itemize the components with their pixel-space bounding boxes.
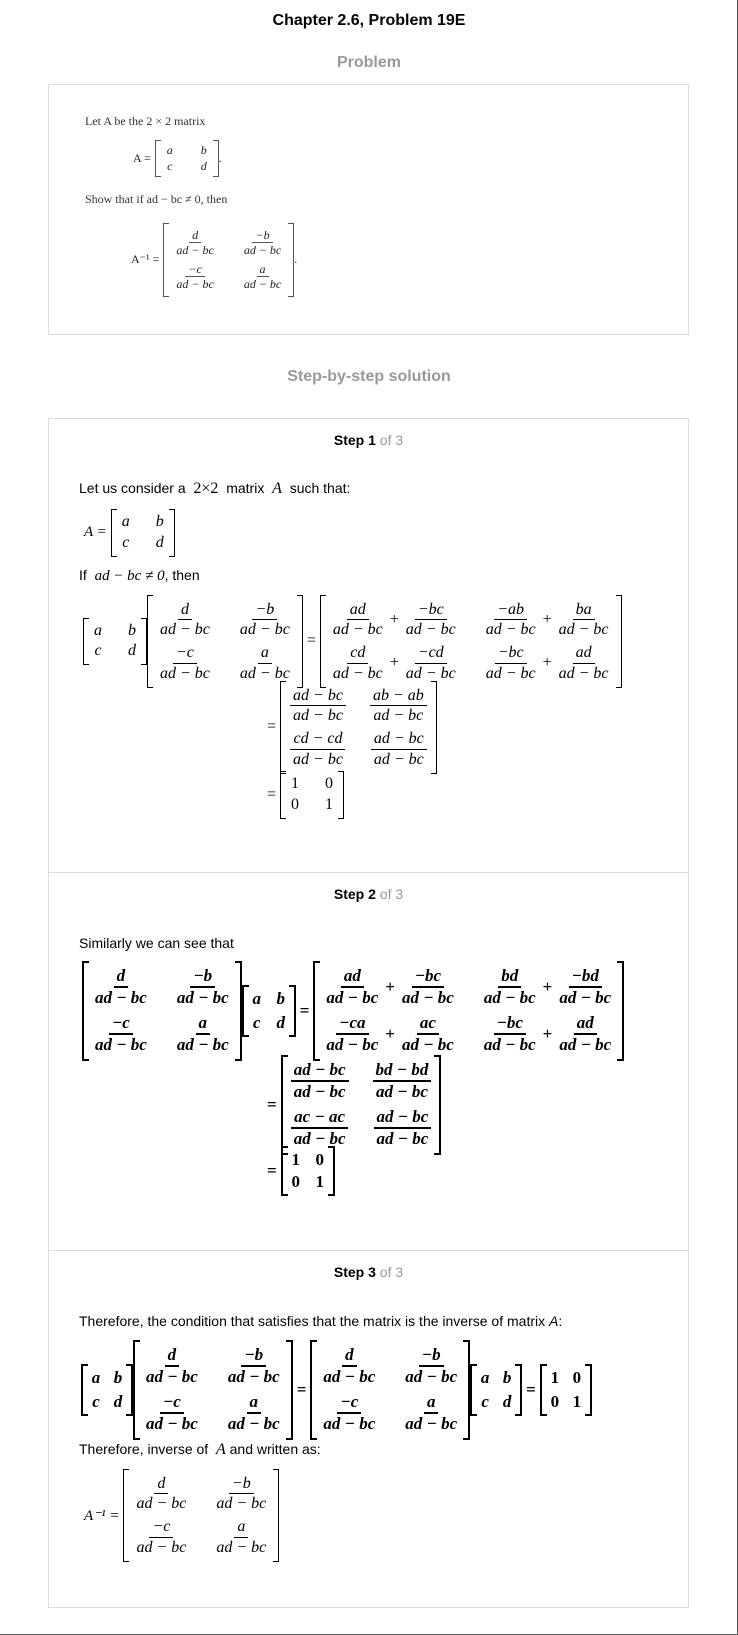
- fraction: $\frac{ba}{ad - bc}$: [558, 601, 609, 639]
- step-3-intro: Therefore, the condition that satisfies that the matrix is the inverse of matrix A:: [79, 1313, 563, 1329]
- matrix-cell: c: [167, 158, 173, 173]
- matrix: [163, 223, 294, 297]
- fraction: d ad − bc: [160, 601, 210, 639]
- step-2-identity: [263, 1146, 335, 1196]
- fraction: −c ad − bc: [160, 644, 210, 682]
- fraction: −c ad − bc: [146, 1391, 198, 1434]
- matrix: a b c d: [470, 1364, 522, 1416]
- step-2-title: Step 2 of 3: [333, 886, 404, 902]
- fraction: ab − ab ad − bc: [369, 684, 428, 727]
- step-1-identity: [263, 771, 344, 819]
- step-1-title: Step 1 of 3: [333, 432, 404, 448]
- problem-heading: Problem: [336, 54, 401, 71]
- step-1-simplified: [263, 681, 437, 774]
- fraction: $\frac{-bc}{ad - bc}$: [401, 966, 454, 1008]
- fraction: −b ad − bc: [239, 601, 290, 639]
- step-1-intro: Let us consider a 2×2 matrix A such that:: [79, 480, 351, 497]
- step-1-product: [83, 595, 622, 688]
- fraction: a ad − bc: [239, 644, 290, 682]
- fraction: −bc ad − bc: [485, 644, 536, 682]
- fraction: d ad − bc: [136, 1475, 187, 1513]
- fraction: bd − bd ad − bc: [372, 1058, 433, 1105]
- matrix-cell: a: [121, 513, 130, 530]
- equals-sign: =: [526, 1379, 536, 1399]
- fraction: −b ad − bc: [405, 1345, 458, 1387]
- fraction: $\frac{ad}{ad - bc}$: [558, 644, 609, 682]
- step-3-conclusion: Therefore, inverse of A and written as:: [79, 1441, 321, 1458]
- fraction: d ad − bc: [323, 1345, 376, 1387]
- step-3-title: Step 3 of 3: [333, 1264, 404, 1280]
- equals-sign: =: [296, 1379, 307, 1399]
- matrix: [310, 1340, 470, 1440]
- fraction: $\frac{-bd}{ad - bc}$: [559, 966, 612, 1008]
- page-title: Chapter 2.6, Problem 19E: [272, 12, 466, 29]
- matrix-cell: a: [166, 143, 173, 157]
- equals-sign: =: [267, 785, 277, 803]
- fraction: d ad − bc: [176, 228, 214, 258]
- step-1-condition: If ad − bc ≠ 0, then: [79, 567, 200, 584]
- matrix: a b c d: [81, 1364, 133, 1416]
- equals-sign: =: [267, 1094, 277, 1114]
- step-2-product: [82, 961, 624, 1061]
- fraction: $\frac{ac}{ad - bc}$: [401, 1012, 454, 1055]
- period: .: [294, 252, 298, 267]
- problem-ainv-label: A⁻¹ =: [131, 252, 160, 267]
- matrix-cell: b: [155, 513, 164, 530]
- equals-sign: =: [267, 1161, 277, 1181]
- problem-matrix-ainv: [131, 223, 297, 297]
- fraction: −c ad − bc: [176, 261, 214, 292]
- fraction: a ad − bc: [227, 1391, 280, 1434]
- fraction: d ad − bc: [146, 1345, 198, 1387]
- equals-sign: =: [267, 718, 277, 736]
- problem-a-label: A =: [133, 151, 151, 166]
- matrix-cell: d: [200, 158, 207, 173]
- matrix-cell: b: [200, 143, 207, 157]
- fraction: a ad − bc: [405, 1391, 458, 1434]
- identity-matrix: 1 0 0 1: [280, 771, 344, 819]
- matrix: [155, 140, 219, 177]
- problem-line-2: Show that if ad − bc ≠ 0, then: [85, 192, 228, 206]
- fraction: −c ad − bc: [136, 1518, 187, 1556]
- fraction: cd ad − bc: [332, 644, 383, 682]
- steps-container: [48, 418, 689, 1608]
- fraction: ad − bc ad − bc: [373, 1105, 433, 1152]
- matrix: [111, 509, 175, 557]
- fraction: −ab ad − bc: [485, 601, 536, 639]
- matrix: [147, 595, 303, 688]
- equals-sign: =: [299, 1000, 310, 1020]
- fraction: −b ad − bc: [243, 228, 282, 258]
- equals-sign: =: [306, 632, 316, 650]
- period: .: [218, 151, 222, 166]
- fraction: a ad − bc: [216, 1518, 267, 1556]
- problem-line-1: Let A be the 2 × 2 matrix: [85, 114, 206, 128]
- fraction: −b ad − bc: [216, 1475, 267, 1513]
- fraction: −b ad − bc: [227, 1345, 280, 1387]
- matrix: a b c d: [83, 618, 147, 666]
- problem-box: [48, 84, 689, 335]
- fraction: a ad − bc: [176, 1012, 229, 1055]
- identity-matrix: 1 0 0 1: [540, 1364, 592, 1416]
- fraction: a ad − bc: [243, 261, 282, 292]
- fraction: $\frac{ad}{ad - bc}$: [559, 1012, 612, 1055]
- step-divider: [49, 1250, 688, 1251]
- matrix: [123, 1469, 279, 1562]
- fraction: −bc ad − bc: [483, 1012, 536, 1055]
- fraction: ad − bc ad − bc: [289, 684, 347, 727]
- step-2-intro: Similarly we can see that: [79, 935, 234, 951]
- fraction: ad ad − bc: [326, 966, 379, 1008]
- matrix-cell: d: [155, 533, 164, 551]
- step-3-equation: [81, 1340, 592, 1440]
- fraction: −ca ad − bc: [326, 1012, 379, 1055]
- fraction: −c ad − bc: [323, 1391, 376, 1434]
- matrix: a b c d: [242, 985, 296, 1037]
- fraction: ad − bc ad − bc: [370, 727, 428, 770]
- matrix: [133, 1340, 293, 1440]
- matrix: ad ad − bc + $\frac{-bc}{ad - bc}$ bd ad − bc + $\frac{-bd}{ad - bc}$ −ca ad − bc + $\frac{ac}{ad - bc}$ −bc ad − bc + $\frac{ad}{ad - bc}$: [313, 961, 624, 1061]
- step-3-inverse: A⁻¹ = d ad − bc −b ad − bc −c ad − bc a ad − bc: [84, 1469, 279, 1562]
- fraction: bd ad − bc: [483, 966, 536, 1008]
- step-divider: [49, 872, 688, 873]
- fraction: $\frac{-bc}{ad - bc}$: [405, 601, 456, 639]
- fraction: cd − cd ad − bc: [289, 727, 347, 770]
- fraction: d ad − bc: [95, 966, 147, 1008]
- fraction: ac − ac ad − bc: [290, 1105, 350, 1152]
- fraction: $\frac{-cd}{ad - bc}$: [405, 644, 456, 682]
- matrix-cell: c: [122, 533, 130, 551]
- matrix: ad ad − bc + $\frac{-bc}{ad - bc}$ −ab ad − bc + $\frac{ba}{ad - bc}$ cd ad − bc + $\frac{-cd}{ad - bc}$ −bc ad − bc + $\frac{ad}{ad - bc}$: [320, 595, 622, 688]
- fraction: −b ad − bc: [176, 966, 229, 1008]
- step-1-matrix-a: A = a b c d: [84, 509, 175, 557]
- step-2-simplified: [263, 1055, 441, 1155]
- fraction: ad ad − bc: [332, 601, 383, 639]
- problem-matrix-a: [133, 140, 222, 177]
- identity-matrix: 1 0 0 1: [281, 1146, 335, 1196]
- matrix: [280, 681, 437, 774]
- matrix: [281, 1055, 442, 1155]
- solution-heading: Step-by-step solution: [287, 368, 451, 385]
- matrix: [82, 961, 242, 1061]
- fraction: −c ad − bc: [95, 1012, 147, 1055]
- fraction: ad − bc ad − bc: [290, 1058, 350, 1105]
